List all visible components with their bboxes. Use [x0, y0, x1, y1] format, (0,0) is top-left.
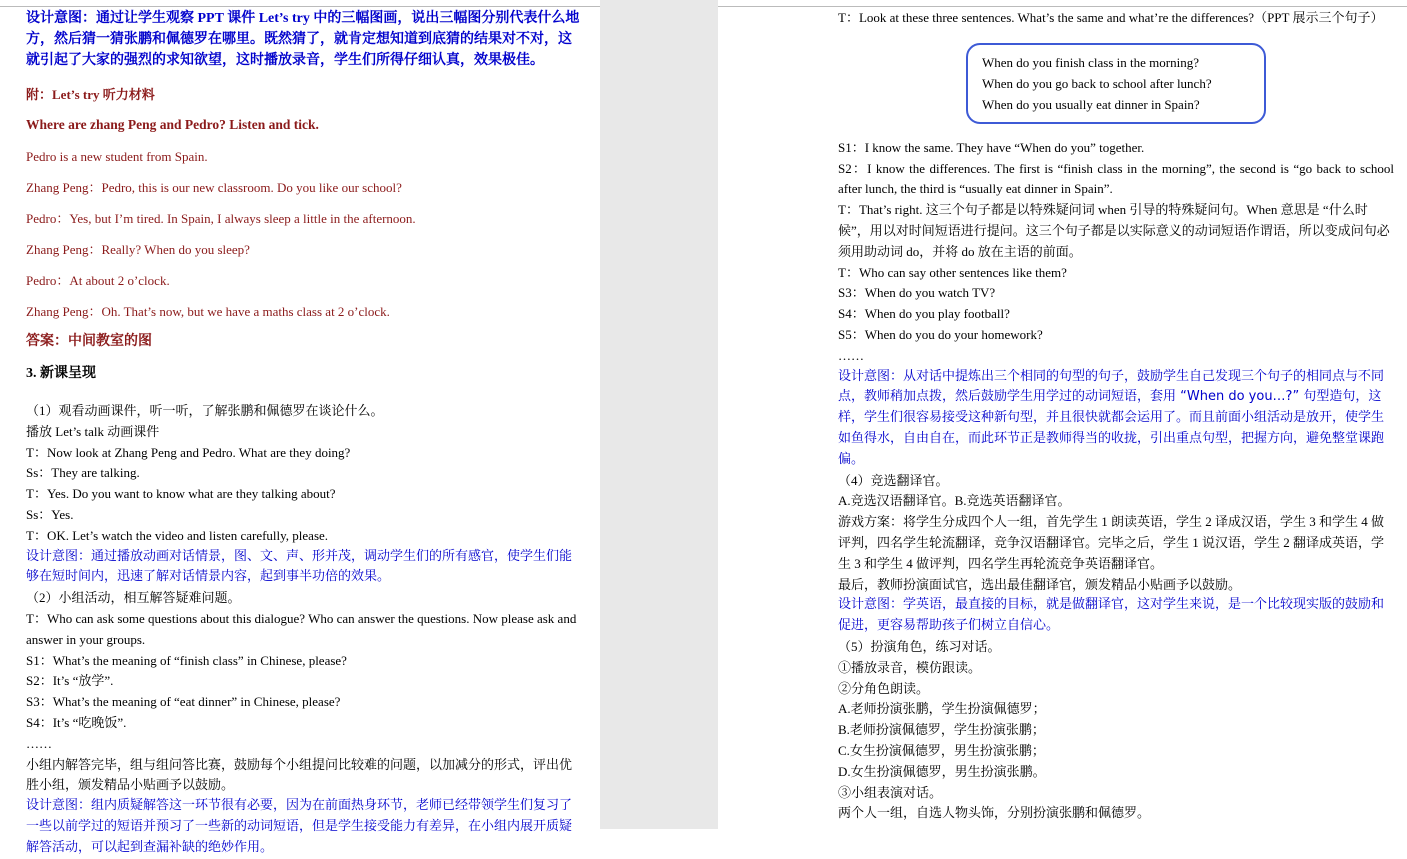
design-intent-3: 设计意图：组内质疑解答这一环节很有必要，因为在前面热身环节，老师已经带领学生们复习了一些以前学过的短语并预习了一些新的动词短语，但是学生接受能力有差异，在小组内展开质疑解答活动，可以起到查漏补缺的绝妙作用。: [26, 798, 573, 855]
answer-line: 答案：中间教室的图: [26, 334, 152, 349]
body-line: Ss：Yes.: [26, 506, 74, 522]
ellipsis-line: ……: [838, 347, 864, 363]
appendix-heading: 附：Let’s try 听力材料: [26, 87, 155, 102]
body-line: ①播放录音，模仿跟读。: [838, 659, 982, 675]
body-line: S1：What’s the meaning of “finish class” in Chinese, please?: [26, 652, 347, 668]
body-line: T：Yes. Do you want to know what are they talking about?: [26, 486, 336, 502]
body-line: （1）观看动画课件，听一听，了解张鹏和佩德罗在谈论什么。: [26, 403, 384, 418]
page-gutter: [600, 0, 718, 829]
body-line: S3：What’s the meaning of “eat dinner” in Chinese, please?: [26, 694, 341, 710]
body-line: T：OK. Let’s watch the video and listen carefully, please.: [26, 527, 329, 543]
listen-question: Where are zhang Peng and Pedro? Listen and tick.: [26, 117, 319, 132]
body-line: S4：When do you play football?: [838, 306, 1010, 322]
body-line: S3：When do you watch TV?: [838, 285, 996, 301]
body-line: D.女生扮演佩德罗，男生扮演张鹏。: [838, 763, 1046, 779]
design-intent-2: 设计意图：通过播放动画对话情景，图、文、声、形并茂，调动学生们的所有感官，使学生们能够在短时间内，迅速了解对话情景内容，起到事半功倍的效果。: [26, 548, 573, 585]
listening-line: Zhang Peng：Really? When do you sleep?: [26, 242, 250, 257]
body-line: 最后，教师扮演面试官，选出最佳翻译官，颁发精品小贴画予以鼓励。: [838, 576, 1242, 592]
listening-line: Zhang Peng：Oh. That’s now, but we have a maths class at 2 o’clock.: [26, 304, 390, 319]
box-sentence: When do you finish class in the morning?: [982, 54, 1199, 70]
listening-line: Pedro：At about 2 o’clock.: [26, 273, 170, 288]
body-line: A.老师扮演张鹏，学生扮演佩德罗；: [838, 701, 1046, 717]
left-page: [26, 0, 582, 855]
listening-line: Zhang Peng：Pedro, this is our new classroom. Do you like our school?: [26, 180, 402, 195]
body-line: S5：When do you do your homework?: [838, 326, 1043, 342]
box-sentence: When do you go back to school after lunch?: [982, 75, 1212, 91]
body-line: （4）竞选翻译官。: [838, 472, 949, 488]
body-line: 播放 Let’s talk 动画课件: [26, 423, 160, 439]
listening-line: Pedro：Yes, but I’m tired. In Spain, I always sleep a little in the afternoon.: [26, 211, 416, 226]
box-sentence: When do you usually eat dinner in Spain?: [982, 96, 1200, 112]
body-line: ②分角色朗读。: [838, 680, 930, 696]
body-line: T：Who can say other sentences like them?: [838, 264, 1067, 280]
body-line: B.老师扮演佩德罗，学生扮演张鹏；: [838, 722, 1045, 738]
intro-line: T：Look at these three sentences. What’s the same and what’re the differences?（PPT 展示三个句子）: [838, 10, 1384, 25]
sentence-box: [966, 43, 1266, 124]
body-line: 小组内解答完毕，组与组问答比赛，鼓励每个小组提问比较难的问题，以加减分的形式，评出优胜小组，颁发精品小贴画予以鼓励。: [26, 756, 573, 793]
section-3-heading: 3. 新课呈现: [26, 366, 96, 381]
body-line: （2）小组活动，相互解答疑难问题。: [26, 590, 241, 606]
body-line: S1：I know the same. They have “When do you” together.: [838, 139, 1145, 155]
body-line: Ss：They are talking.: [26, 465, 140, 481]
body-line: （5）扮演角色，练习对话。: [838, 638, 1001, 654]
listening-transcript: [26, 141, 582, 327]
ellipsis-line: ……: [26, 735, 52, 751]
body-line: ③小组表演对话。: [838, 784, 943, 800]
body-line: 游戏方案：将学生分成四个人一组，首先学生 1 朗读英语，学生 2 译成汉语，学生 3 和学生 4 做评判，四名学生轮流翻译，竞争汉语翻译官。完毕之后，学生 1 说汉语，学生 2 翻译成英语，学生 3 和学生 4 做评判，四名学生再轮流竞争英语翻译官。: [838, 514, 1385, 571]
body-line: S2：It’s “放学”.: [26, 673, 114, 689]
body-line: C.女生扮演佩德罗，男生扮演张鹏；: [838, 742, 1045, 758]
design-intent-1: 设计意图：通过让学生观察 PPT 课件 Let’s try 中的三幅图画，说出三幅图分别代表什么地方，然后猜一猜张鹏和佩德罗在哪里。既然猜了，就肯定想知道到底猜的结果对不对，这就引起了大家的强烈的求知欲望，这时播放录音，学生们所得仔细认真，效果极佳。: [26, 11, 580, 68]
body-line: T：Who can ask some questions about this dialogue? Who can answer the questions. Now please ask and answer in your groups.: [26, 610, 577, 647]
right-page: [838, 0, 1394, 829]
body-line: A.竞选汉语翻译官。B.竞选英语翻译官。: [838, 493, 1071, 509]
body-line: 两个人一组，自选人物头饰，分别扮演张鹏和佩德罗。: [838, 805, 1151, 821]
body-line: S4：It’s “吃晚饭”.: [26, 714, 127, 730]
listening-line: Pedro is a new student from Spain.: [26, 149, 208, 164]
body-line: T：Now look at Zhang Peng and Pedro. What are they doing?: [26, 444, 351, 460]
body-line: S2：I know the differences. The first is “finish class in the morning”, the second is “go back to school after lunch, the third is “usually eat dinner in Spain”.: [838, 160, 1394, 197]
body-line: T：That’s right. 这三个句子都是以特殊疑问词 when 引导的特殊疑问句。When 意思是 “什么时候”，用以对时间短语进行提问。这三个句子都是以实际意义的动词短语作谓语，所以变成问句必须用助动词 do，并将 do 放在主语的前面。: [838, 202, 1390, 259]
design-intent-5: 设计意图：学英语，最直接的目标，就是做翻译官，这对学生来说，是一个比较现实版的鼓励和促进，更容易帮助孩子们树立自信心。: [838, 597, 1385, 634]
design-intent-4: 设计意图：从对话中提炼出三个相同的句型的句子，鼓励学生自己发现三个句子的相同点与不同点，教师稍加点拨，然后鼓励学生用学过的动词短语，套用 “When do you…?” 句型造句，这样，学生们很容易接受这种新句型，并且很快就都会运用了。而且前面小组活动是放开，使学生如鱼得水，自由自在，而此环节正是教师得当的收拢，引出重点句型，把握方向，避免整堂课跑偏。: [838, 368, 1385, 467]
